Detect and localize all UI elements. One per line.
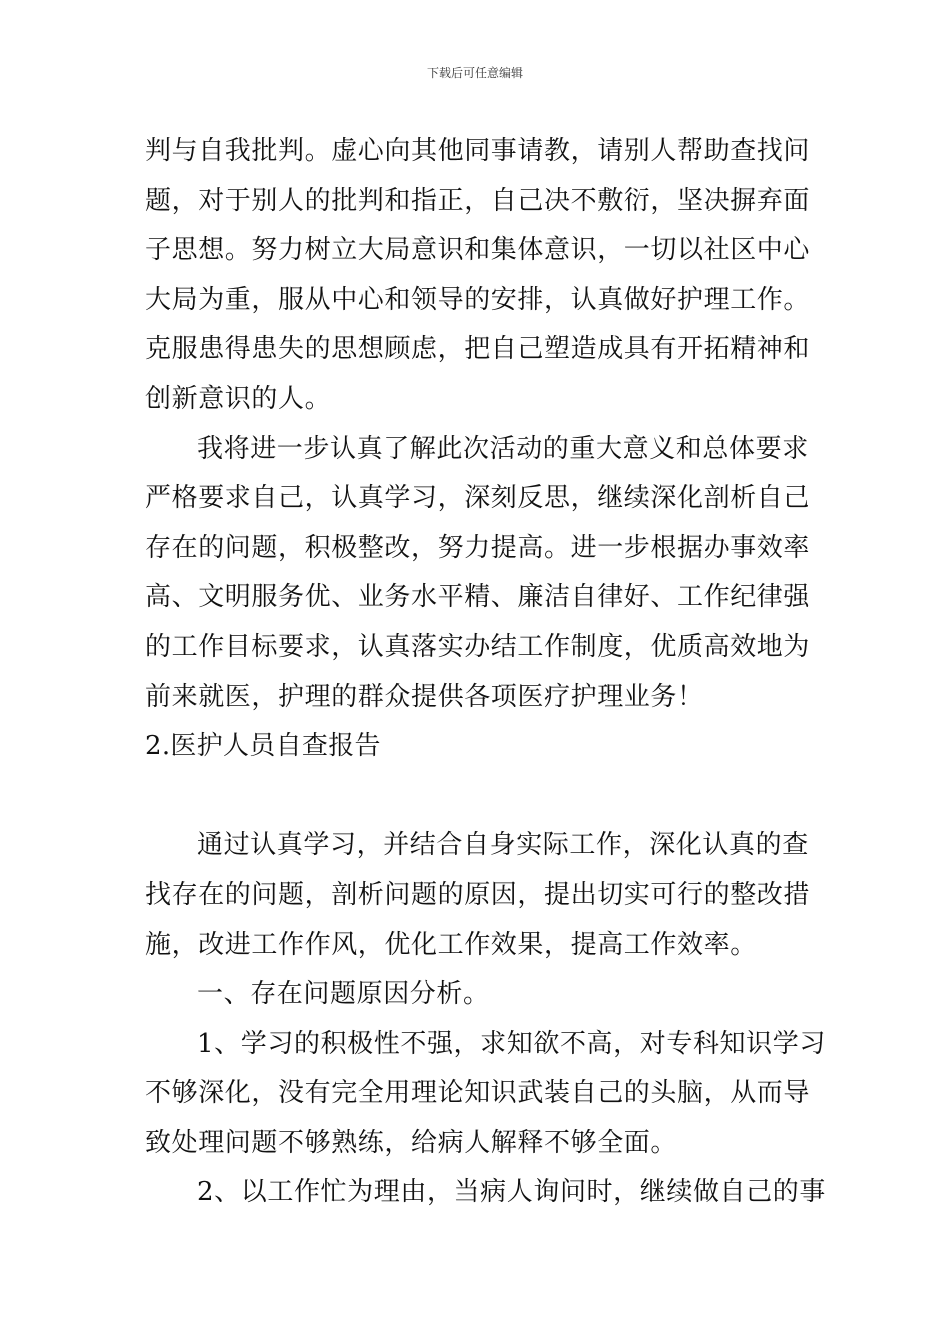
text-line: 2、以工作忙为理由，当病人询问时，继续做自己的事 bbox=[197, 1177, 826, 1208]
text-line: 我将进一步认真了解此次活动的重大意义和总体要求 bbox=[197, 433, 809, 464]
page-header-note: 下载后可任意编辑 bbox=[426, 66, 523, 80]
text-line: 判与自我批判。虚心向其他同事请教，请别人帮助查找问 bbox=[145, 136, 811, 166]
text-line: 找存在的问题，剖析问题的原因，提出切实可行的整改措 bbox=[145, 879, 811, 910]
paragraph-self-criticism bbox=[145, 127, 809, 425]
document-body bbox=[145, 127, 826, 1218]
text-line: 创新意识的人。 bbox=[145, 383, 332, 414]
blank-line bbox=[145, 772, 809, 822]
text-line: 克服患得患失的思想顾虑，把自己塑造成具有开拓精神和 bbox=[145, 334, 811, 365]
text-line: 的工作目标要求，认真落实办结工作制度，优质高效地为 bbox=[145, 631, 811, 662]
text-line: 通过认真学习，并结合自身实际工作，深化认真的查 bbox=[197, 830, 809, 861]
text-line: 子思想。努力树立大局意识和集体意识，一切以社区中心 bbox=[145, 235, 811, 266]
text-line: 前来就医，护理的群众提供各项医疗护理业务！ bbox=[145, 681, 704, 712]
text-line: 施，改进工作作风，优化工作效果，提高工作效率。 bbox=[145, 929, 757, 960]
text-line: 1、学习的积极性不强，求知欲不高，对专科知识学习 bbox=[197, 1028, 826, 1059]
text-line: 不够深化，没有完全用理论知识武装自己的头脑，从而导 bbox=[145, 1078, 811, 1109]
text-line: 高、文明服务优、业务水平精、廉洁自律好、工作纪律强 bbox=[145, 582, 811, 613]
paragraph-intro bbox=[145, 821, 809, 970]
text-line: 大局为重，服从中心和领导的安排，认真做好护理工作。 bbox=[145, 284, 811, 315]
section-title: 2.医护人员自查报告 bbox=[145, 731, 381, 762]
text-line: 严格要求自己，认真学习，深刻反思，继续深化剖析自己 bbox=[145, 483, 811, 514]
text-line: 存在的问题，积极整改，努力提高。进一步根据办事效率 bbox=[145, 532, 811, 563]
text-line: 致处理问题不够熟练，给病人解释不够全面。 bbox=[145, 1127, 678, 1158]
sub-heading: 一、存在问题原因分析。 bbox=[197, 979, 490, 1010]
paragraph-item-1 bbox=[145, 1020, 826, 1169]
text-line: 题，对于别人的批判和指正，自己决不敷衍，坚决摒弃面 bbox=[145, 185, 811, 216]
paragraph-commitment bbox=[145, 425, 809, 723]
paragraph-item-2 bbox=[145, 1168, 826, 1218]
